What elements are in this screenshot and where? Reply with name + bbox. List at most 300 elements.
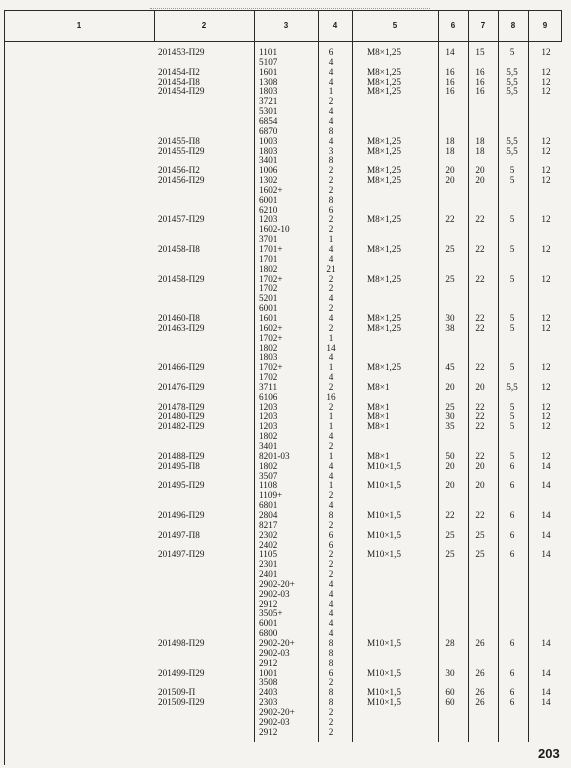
cell-c9: 14 xyxy=(541,638,551,648)
cell-c4: 14 xyxy=(326,342,336,353)
cell-c2: 201482-П29 xyxy=(158,421,205,432)
cell-c7: 22 xyxy=(475,214,485,225)
cell-c4: 1 xyxy=(328,480,334,491)
header-col-4: 4 xyxy=(332,21,338,30)
page-number: 203 xyxy=(538,746,560,761)
cell-c8: 5 xyxy=(509,273,515,284)
cell-c9: 14 xyxy=(541,687,551,698)
cell-c3: 1109+ xyxy=(259,490,283,501)
cell-c3: 1001 xyxy=(259,667,278,678)
cell-c4: 4 xyxy=(328,135,334,146)
cell-c4: 2 xyxy=(328,549,334,560)
cell-c2: 201463-П29 xyxy=(158,322,205,333)
cell-c3: 3721 xyxy=(259,96,278,107)
cell-c8: 6 xyxy=(509,480,515,491)
cell-c6: 20 xyxy=(445,381,455,392)
cell-c7: 20 xyxy=(475,165,485,176)
cell-c4: 8 xyxy=(328,125,334,136)
cell-c4: 4 xyxy=(328,608,334,619)
cell-c4: 4 xyxy=(328,588,334,599)
cell-c2: 201456-П29 xyxy=(158,175,205,186)
cell-c8: 5,5 xyxy=(506,76,518,87)
cell-c8: 5,5 xyxy=(506,135,518,146)
cell-c4: 2 xyxy=(328,184,334,195)
cell-c8: 5 xyxy=(509,450,515,461)
cell-c9: 12 xyxy=(541,76,551,87)
cell-c8: 6 xyxy=(509,509,515,520)
cell-c9: 14 xyxy=(541,460,551,471)
header-col-8: 8 xyxy=(510,21,516,30)
cell-c4: 4 xyxy=(328,76,334,87)
cell-c9: 14 xyxy=(541,529,551,540)
cell-c4: 2 xyxy=(328,175,334,186)
cell-c3: 6001 xyxy=(259,618,278,629)
cell-c4: 1 xyxy=(328,362,334,373)
cell-c3: 3508 xyxy=(259,677,278,688)
cell-c3: 2303 xyxy=(259,697,278,708)
cell-c3: 3507 xyxy=(259,470,278,481)
cell-c3: 6870 xyxy=(259,125,278,136)
cell-c4: 4 xyxy=(328,460,334,471)
cell-c4: 4 xyxy=(328,66,334,77)
cell-c2: 201466-П29 xyxy=(158,362,205,373)
cell-c4: 4 xyxy=(328,293,334,304)
cell-c6: 16 xyxy=(445,66,455,77)
cell-c4: 2 xyxy=(328,224,334,235)
cell-c3: 8201-03 xyxy=(259,450,290,461)
cell-c3: 2912 xyxy=(259,598,278,609)
cell-c3: 1602+ xyxy=(259,322,283,333)
cell-c2: 201454-П29 xyxy=(158,86,205,97)
cell-c4: 2 xyxy=(328,401,334,412)
cell-c8: 6 xyxy=(509,697,515,708)
cell-c4: 2 xyxy=(328,726,334,737)
header-col-5: 5 xyxy=(392,21,398,30)
cell-c2: 201497-П8 xyxy=(158,529,200,540)
cell-c4: 4 xyxy=(328,106,334,117)
cell-c3: 1003 xyxy=(259,135,278,146)
cell-c8: 6 xyxy=(509,549,515,560)
cell-c7: 25 xyxy=(475,549,485,560)
cell-c2: 201458-П8 xyxy=(158,244,200,254)
cell-c5: М8×1,25 xyxy=(367,362,402,373)
cell-c4: 4 xyxy=(328,253,334,264)
cell-c8: 5 xyxy=(509,322,515,333)
cell-c5: М8×1,25 xyxy=(367,145,402,156)
cell-c3: 1601 xyxy=(259,312,278,323)
cell-c5: М10×1,5 xyxy=(367,687,402,698)
cell-c9: 12 xyxy=(541,450,551,461)
cell-c4: 4 xyxy=(328,244,334,254)
cell-c3: 1105 xyxy=(259,549,278,560)
cell-c8: 6 xyxy=(509,667,515,678)
cell-c6: 30 xyxy=(445,411,455,422)
cell-c4: 6 xyxy=(328,529,334,540)
cell-c4: 2 xyxy=(328,559,334,570)
cell-c3: 1203 xyxy=(259,401,278,412)
cell-c3: 2902-20+ xyxy=(259,638,295,648)
cell-c5: М8×1,25 xyxy=(367,244,402,254)
cell-c2: 201498-П29 xyxy=(158,638,205,648)
cell-c2: 201497-П29 xyxy=(158,549,205,560)
cell-c4: 2 xyxy=(328,273,334,284)
cell-c9: 14 xyxy=(541,480,551,491)
cell-c6: 20 xyxy=(445,165,455,176)
cell-c4: 2 xyxy=(328,706,334,717)
cell-c8: 5 xyxy=(509,421,515,432)
cell-c3: 1802 xyxy=(259,431,278,442)
cell-c2: 201488-П29 xyxy=(158,450,205,461)
cell-c5: М8×1,25 xyxy=(367,76,402,87)
cell-c8: 5 xyxy=(509,214,515,225)
cell-c2: 201499-П29 xyxy=(158,667,205,678)
cell-c4: 2 xyxy=(328,381,334,392)
cell-c3: 1702+ xyxy=(259,362,283,373)
cell-c5: М8×1,25 xyxy=(367,86,402,97)
cell-c5: М8×1 xyxy=(367,421,390,432)
cell-c3: 5301 xyxy=(259,106,278,117)
cell-c7: 18 xyxy=(475,135,485,146)
cell-c7: 16 xyxy=(475,66,485,77)
cell-c4: 2 xyxy=(328,96,334,107)
cell-c3: 5107 xyxy=(259,56,278,67)
cell-c3: 1101 xyxy=(259,47,278,57)
cell-c9: 14 xyxy=(541,509,551,520)
cell-c4: 2 xyxy=(328,569,334,580)
cell-c6: 28 xyxy=(445,638,455,648)
cell-c4: 8 xyxy=(328,697,334,708)
cell-c4: 1 xyxy=(328,421,334,432)
cell-c4: 1 xyxy=(328,411,334,422)
cell-c7: 20 xyxy=(475,480,485,491)
cell-c2: 201453-П29 xyxy=(158,47,205,57)
cell-c9: 12 xyxy=(541,165,551,176)
cell-c9: 12 xyxy=(541,66,551,77)
cell-c6: 25 xyxy=(445,244,455,254)
cell-c8: 6 xyxy=(509,460,515,471)
cell-c2: 201480-П29 xyxy=(158,411,205,422)
cell-c3: 1702+ xyxy=(259,273,283,284)
cell-c5: М8×1 xyxy=(367,401,390,412)
cell-c7: 22 xyxy=(475,509,485,520)
cell-c4: 4 xyxy=(328,312,334,323)
cell-c8: 5,5 xyxy=(506,145,518,156)
cell-c4: 6 xyxy=(328,47,334,57)
cell-c4: 8 xyxy=(328,194,334,205)
cell-c9: 12 xyxy=(541,145,551,156)
cell-c5: М8×1,25 xyxy=(367,47,402,57)
header-col-9: 9 xyxy=(542,21,548,30)
cell-c8: 5 xyxy=(509,362,515,373)
cell-c6: 20 xyxy=(445,480,455,491)
cell-c2: 201454-П2 xyxy=(158,66,200,77)
cell-c9: 12 xyxy=(541,312,551,323)
cell-c4: 4 xyxy=(328,56,334,67)
cell-c2: 201495-П8 xyxy=(158,460,200,471)
header-col-3: 3 xyxy=(283,21,289,30)
cell-c4: 16 xyxy=(326,391,336,402)
cell-c5: М10×1,5 xyxy=(367,697,402,708)
cell-c4: 2 xyxy=(328,165,334,176)
cell-c3: 3401 xyxy=(259,155,278,166)
cell-c9: 12 xyxy=(541,214,551,225)
cell-c4: 2 xyxy=(328,441,334,451)
cell-c3: 1702 xyxy=(259,283,278,294)
cell-c7: 22 xyxy=(475,322,485,333)
cell-c3: 2401 xyxy=(259,569,278,580)
cell-c5: М8×1,25 xyxy=(367,214,402,225)
cell-c7: 26 xyxy=(475,638,485,648)
cell-c4: 4 xyxy=(328,618,334,629)
cell-c2: 201495-П29 xyxy=(158,480,205,491)
cell-c3: 1006 xyxy=(259,165,278,176)
cell-c2: 201455-П8 xyxy=(158,135,200,146)
cell-c6: 16 xyxy=(445,76,455,87)
cell-c3: 2902-03 xyxy=(259,588,290,599)
cell-c8: 5,5 xyxy=(506,66,518,77)
cell-c3: 2403 xyxy=(259,687,278,698)
cell-c7: 26 xyxy=(475,687,485,698)
cell-c2: 201458-П29 xyxy=(158,273,205,284)
cell-c3: 1702 xyxy=(259,372,278,383)
cell-c9: 12 xyxy=(541,175,551,186)
cell-c3: 1108 xyxy=(259,480,278,491)
cell-c9: 14 xyxy=(541,697,551,708)
cell-c3: 1803 xyxy=(259,352,278,363)
cell-c4: 1 xyxy=(328,332,334,343)
cell-c3: 1302 xyxy=(259,175,278,186)
cell-c4: 4 xyxy=(328,470,334,481)
cell-c3: 3701 xyxy=(259,234,278,245)
cell-c5: М8×1,25 xyxy=(367,322,402,333)
cell-c3: 6106 xyxy=(259,391,278,402)
cell-c6: 50 xyxy=(445,450,455,461)
header-col-2: 2 xyxy=(201,21,207,30)
cell-c9: 12 xyxy=(541,381,551,392)
cell-c4: 8 xyxy=(328,155,334,166)
cell-c8: 5 xyxy=(509,411,515,422)
cell-c3: 1701+ xyxy=(259,244,283,254)
cell-c6: 25 xyxy=(445,549,455,560)
top-margin-marks xyxy=(150,2,430,9)
cell-c3: 3401 xyxy=(259,441,278,451)
cell-c3: 2302 xyxy=(259,529,278,540)
cell-c2: 201457-П29 xyxy=(158,214,205,225)
table-header xyxy=(4,10,562,42)
cell-c3: 1802 xyxy=(259,263,278,274)
cell-c9: 12 xyxy=(541,135,551,146)
cell-c9: 14 xyxy=(541,549,551,560)
cell-c8: 5 xyxy=(509,165,515,176)
cell-c9: 12 xyxy=(541,401,551,412)
cell-c3: 1602+ xyxy=(259,184,283,195)
cell-c6: 14 xyxy=(445,47,455,57)
cell-c6: 22 xyxy=(445,509,455,520)
cell-c7: 15 xyxy=(475,47,485,57)
cell-c8: 6 xyxy=(509,638,515,648)
cell-c6: 35 xyxy=(445,421,455,432)
cell-c6: 20 xyxy=(445,460,455,471)
cell-c7: 26 xyxy=(475,667,485,678)
cell-c2: 201476-П29 xyxy=(158,381,205,392)
header-col-6: 6 xyxy=(450,21,456,30)
cell-c4: 1 xyxy=(328,450,334,461)
cell-c3: 1601 xyxy=(259,66,278,77)
cell-c7: 18 xyxy=(475,145,485,156)
cell-c3: 6001 xyxy=(259,194,278,205)
cell-c9: 14 xyxy=(541,667,551,678)
cell-c2: 201456-П2 xyxy=(158,165,200,176)
cell-c7: 22 xyxy=(475,244,485,254)
cell-c3: 1203 xyxy=(259,214,278,225)
cell-c4: 2 xyxy=(328,716,334,727)
cell-c2: 201478-П29 xyxy=(158,401,205,412)
cell-c3: 1203 xyxy=(259,421,278,432)
cell-c5: М8×1,25 xyxy=(367,66,402,77)
cell-c5: М10×1,5 xyxy=(367,460,402,471)
cell-c4: 4 xyxy=(328,372,334,383)
cell-c3: 1702+ xyxy=(259,332,283,343)
cell-c8: 5 xyxy=(509,401,515,412)
cell-c4: 4 xyxy=(328,115,334,126)
cell-c8: 5,5 xyxy=(506,381,518,392)
cell-c4: 2 xyxy=(328,283,334,294)
cell-c3: 5201 xyxy=(259,293,278,304)
cell-c4: 2 xyxy=(328,490,334,501)
cell-c3: 2912 xyxy=(259,657,278,668)
cell-c3: 6801 xyxy=(259,500,278,511)
cell-c5: М8×1 xyxy=(367,450,390,461)
cell-c7: 22 xyxy=(475,273,485,284)
cell-c4: 2 xyxy=(328,519,334,530)
cell-c3: 2902-03 xyxy=(259,716,290,727)
cell-c4: 4 xyxy=(328,628,334,639)
cell-c4: 4 xyxy=(328,598,334,609)
cell-c5: М8×1,25 xyxy=(367,273,402,284)
cell-c5: М10×1,5 xyxy=(367,529,402,540)
cell-c7: 26 xyxy=(475,697,485,708)
cell-c4: 21 xyxy=(326,263,336,274)
cell-c6: 25 xyxy=(445,401,455,412)
cell-c9: 12 xyxy=(541,86,551,97)
cell-c8: 5 xyxy=(509,47,515,57)
cell-c4: 1 xyxy=(328,234,334,245)
cell-c3: 6210 xyxy=(259,204,278,215)
cell-c7: 16 xyxy=(475,76,485,87)
column-divider xyxy=(154,10,155,42)
header-col-1: 1 xyxy=(76,21,82,30)
cell-c4: 8 xyxy=(328,638,334,648)
cell-c4: 1 xyxy=(328,86,334,97)
cell-c3: 1602-10 xyxy=(259,224,290,235)
cell-c4: 8 xyxy=(328,687,334,698)
cell-c9: 12 xyxy=(541,411,551,422)
cell-c2: 201509-П29 xyxy=(158,697,205,708)
cell-c7: 22 xyxy=(475,411,485,422)
cell-c5: М8×1,25 xyxy=(367,135,402,146)
cell-c3: 2804 xyxy=(259,509,278,520)
cell-c3: 2912 xyxy=(259,726,278,737)
cell-c3: 2902-03 xyxy=(259,647,290,658)
cell-c9: 12 xyxy=(541,273,551,284)
cell-c3: 1203 xyxy=(259,411,278,422)
cell-c8: 5 xyxy=(509,175,515,186)
cell-c4: 8 xyxy=(328,657,334,668)
cell-c9: 12 xyxy=(541,322,551,333)
cell-c3: 1803 xyxy=(259,86,278,97)
cell-c5: М8×1,25 xyxy=(367,165,402,176)
cell-c3: 3711 xyxy=(259,381,278,392)
cell-c7: 20 xyxy=(475,175,485,186)
cell-c5: М8×1,25 xyxy=(367,312,402,323)
cell-c6: 20 xyxy=(445,175,455,186)
cell-c8: 5 xyxy=(509,244,515,254)
cell-c2: 201509-П xyxy=(158,687,196,698)
cell-c6: 22 xyxy=(445,214,455,225)
cell-c6: 30 xyxy=(445,312,455,323)
cell-c9: 12 xyxy=(541,421,551,432)
cell-c3: 1803 xyxy=(259,145,278,156)
cell-c7: 25 xyxy=(475,529,485,540)
cell-c4: 2 xyxy=(328,677,334,688)
cell-c5: М10×1,5 xyxy=(367,667,402,678)
cell-c3: 2402 xyxy=(259,539,278,550)
cell-c5: М8×1 xyxy=(367,381,390,392)
cell-c6: 38 xyxy=(445,322,455,333)
cell-c4: 3 xyxy=(328,145,334,156)
cell-c5: М10×1,5 xyxy=(367,549,402,560)
cell-c2: 201454-П8 xyxy=(158,76,200,87)
cell-c4: 8 xyxy=(328,509,334,520)
cell-c8: 6 xyxy=(509,529,515,540)
cell-c6: 16 xyxy=(445,86,455,97)
cell-c7: 20 xyxy=(475,381,485,392)
cell-c3: 1701 xyxy=(259,253,278,264)
cell-c6: 18 xyxy=(445,135,455,146)
cell-c5: М10×1,5 xyxy=(367,638,402,648)
cell-c3: 6001 xyxy=(259,303,278,314)
cell-c4: 6 xyxy=(328,667,334,678)
cell-c4: 4 xyxy=(328,578,334,589)
cell-c3: 2902-20+ xyxy=(259,706,295,717)
cell-c7: 20 xyxy=(475,460,485,471)
cell-c4: 4 xyxy=(328,431,334,442)
cell-c3: 8217 xyxy=(259,519,278,530)
cell-c9: 12 xyxy=(541,362,551,373)
cell-c3: 1308 xyxy=(259,76,278,87)
cell-c5: М10×1,5 xyxy=(367,509,402,520)
cell-c5: М8×1 xyxy=(367,411,390,422)
cell-c6: 60 xyxy=(445,697,455,708)
table-row xyxy=(0,727,571,738)
cell-c3: 3505+ xyxy=(259,608,283,619)
cell-c8: 5 xyxy=(509,312,515,323)
cell-c7: 22 xyxy=(475,362,485,373)
cell-c4: 2 xyxy=(328,214,334,225)
cell-c7: 22 xyxy=(475,450,485,461)
cell-c4: 4 xyxy=(328,352,334,363)
cell-c4: 8 xyxy=(328,647,334,658)
cell-c7: 22 xyxy=(475,312,485,323)
cell-c4: 4 xyxy=(328,500,334,511)
cell-c4: 6 xyxy=(328,539,334,550)
cell-c2: 201460-П8 xyxy=(158,312,200,323)
header-col-7: 7 xyxy=(480,21,486,30)
cell-c5: М8×1,25 xyxy=(367,175,402,186)
cell-c4: 6 xyxy=(328,204,334,215)
cell-c2: 201455-П29 xyxy=(158,145,205,156)
cell-c7: 16 xyxy=(475,86,485,97)
